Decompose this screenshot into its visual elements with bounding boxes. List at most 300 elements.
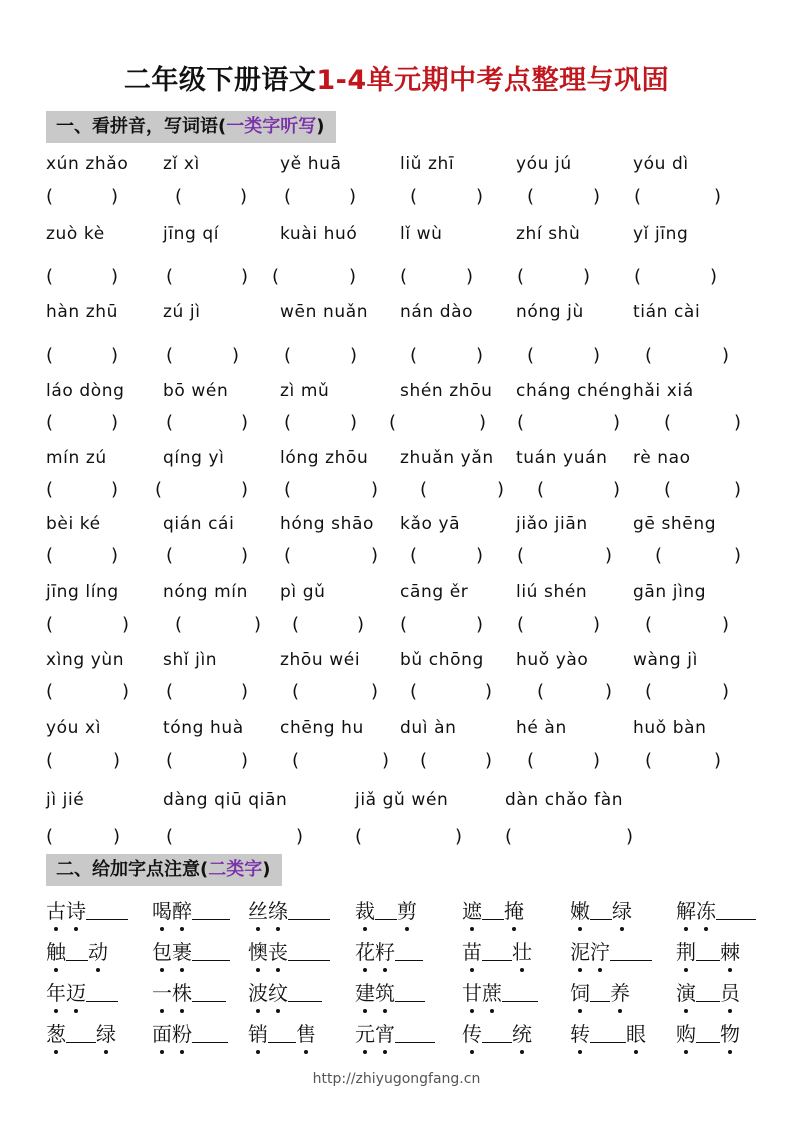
pinyin-blank[interactable] — [482, 1022, 512, 1043]
pinyin-blank[interactable] — [610, 940, 652, 961]
open-paren: ( — [410, 345, 418, 366]
pinyin-item: liú shén — [516, 582, 588, 602]
close-paren: ) — [111, 479, 119, 500]
open-paren: ( — [284, 345, 292, 366]
pinyin-row — [0, 514, 793, 540]
open-paren: ( — [537, 479, 545, 500]
close-paren: ) — [605, 681, 613, 702]
dotted-character: 宵 — [375, 1018, 395, 1047]
dotted-character: 绿 — [96, 1018, 116, 1047]
word-row — [0, 977, 793, 1007]
close-paren: ) — [593, 750, 601, 771]
open-paren: ( — [292, 614, 300, 635]
title-part1: 二年级下册语文 — [123, 65, 317, 96]
word-item — [152, 1018, 228, 1047]
pinyin-item: cāng ěr — [400, 582, 469, 602]
pinyin-item: gē shēng — [633, 514, 717, 534]
close-paren: ) — [714, 750, 722, 771]
close-paren: ) — [350, 412, 358, 433]
answer-row — [0, 750, 793, 776]
close-paren: ) — [111, 266, 119, 287]
open-paren: ( — [634, 186, 642, 207]
pinyin-blank[interactable] — [590, 1022, 626, 1043]
dotted-character: 丧 — [268, 936, 288, 965]
dotted-character: 嫩 — [570, 895, 590, 924]
pinyin-row — [0, 224, 793, 250]
pinyin-item: zhuǎn yǎn — [400, 448, 494, 468]
open-paren: ( — [655, 545, 663, 566]
pinyin-item: hé àn — [516, 718, 567, 738]
pinyin-item: bèi ké — [46, 514, 101, 534]
close-paren: ) — [734, 412, 742, 433]
pinyin-blank[interactable] — [482, 940, 512, 961]
open-paren: ( — [46, 266, 54, 287]
close-paren: ) — [593, 345, 601, 366]
close-paren: ) — [479, 412, 487, 433]
answer-row — [0, 614, 793, 640]
section1-heading-accent: 一类字听写 — [226, 116, 317, 137]
pinyin-item: tóng huà — [163, 718, 244, 738]
open-paren: ( — [645, 614, 653, 635]
dotted-character: 泞 — [590, 936, 610, 965]
pinyin-row — [0, 302, 793, 328]
dotted-character: 饲 — [570, 977, 590, 1006]
open-paren: ( — [420, 750, 428, 771]
open-paren: ( — [46, 479, 54, 500]
pinyin-item: huǒ yào — [516, 650, 589, 670]
open-paren: ( — [272, 266, 280, 287]
answer-row — [0, 186, 793, 212]
dotted-character: 统 — [512, 1018, 532, 1047]
pinyin-item: yě huā — [280, 154, 342, 174]
open-paren: ( — [664, 479, 672, 500]
dotted-character: 包 — [152, 936, 172, 965]
dotted-character: 物 — [720, 1018, 740, 1047]
open-paren: ( — [410, 186, 418, 207]
close-paren: ) — [613, 412, 621, 433]
pinyin-item: liǔ zhī — [400, 154, 455, 174]
word-item — [46, 977, 118, 1006]
dotted-character: 元 — [355, 1018, 375, 1047]
close-paren: ) — [382, 750, 390, 771]
dotted-character: 甘 — [462, 977, 482, 1006]
pinyin-row — [0, 381, 793, 407]
pinyin-blank[interactable] — [268, 1022, 296, 1043]
word-item — [248, 977, 322, 1006]
pinyin-item: jīng qí — [163, 224, 220, 244]
open-paren: ( — [175, 186, 183, 207]
word-item — [46, 936, 108, 965]
dotted-character: 员 — [720, 977, 740, 1006]
answer-row — [0, 545, 793, 571]
pinyin-item: yóu xì — [46, 718, 102, 738]
close-paren: ) — [497, 479, 505, 500]
open-paren: ( — [634, 266, 642, 287]
word-item — [355, 1018, 435, 1047]
dotted-character: 株 — [172, 977, 192, 1006]
word-item — [462, 977, 538, 1006]
pinyin-blank[interactable] — [590, 899, 612, 920]
pinyin-item: tián cài — [633, 302, 701, 322]
dotted-character: 动 — [88, 936, 108, 965]
open-paren: ( — [166, 412, 174, 433]
open-paren: ( — [527, 750, 535, 771]
open-paren: ( — [166, 750, 174, 771]
open-paren: ( — [420, 479, 428, 500]
open-paren: ( — [284, 412, 292, 433]
pinyin-blank[interactable] — [696, 940, 720, 961]
pinyin-item: hàn zhū — [46, 302, 119, 322]
pinyin-item: xìng yùn — [46, 650, 125, 670]
dotted-character: 波 — [248, 977, 268, 1006]
dotted-character: 传 — [462, 1018, 482, 1047]
pinyin-item: zhí shù — [516, 224, 581, 244]
close-paren: ) — [241, 545, 249, 566]
close-paren: ) — [241, 750, 249, 771]
section1-heading-prefix: 一、看拼音，写词语( — [56, 116, 227, 137]
word-item — [248, 936, 330, 965]
close-paren: ) — [111, 545, 119, 566]
close-paren: ) — [466, 266, 474, 287]
dotted-character: 花 — [355, 936, 375, 965]
close-paren: ) — [485, 681, 493, 702]
open-paren: ( — [400, 614, 408, 635]
word-row — [0, 936, 793, 966]
close-paren: ) — [241, 412, 249, 433]
word-row — [0, 895, 793, 925]
pinyin-blank[interactable] — [288, 899, 330, 920]
close-paren: ) — [232, 345, 240, 366]
dotted-character: 绿 — [612, 895, 632, 924]
dotted-character: 售 — [296, 1018, 316, 1047]
pinyin-item: nóng mín — [163, 582, 249, 602]
close-paren: ) — [714, 186, 722, 207]
pinyin-item: jīng líng — [46, 582, 119, 602]
pinyin-item: lóng zhōu — [280, 448, 369, 468]
dotted-character: 眼 — [626, 1018, 646, 1047]
pinyin-blank[interactable] — [86, 899, 128, 920]
open-paren: ( — [166, 266, 174, 287]
close-paren: ) — [476, 186, 484, 207]
pinyin-item: zǐ xì — [163, 154, 200, 174]
pinyin-item: kǎo yā — [400, 514, 461, 534]
close-paren: ) — [605, 545, 613, 566]
close-paren: ) — [371, 681, 379, 702]
pinyin-item: hǎi xiá — [633, 381, 694, 401]
pinyin-item: nóng jù — [516, 302, 584, 322]
word-item — [676, 1018, 740, 1047]
section1-heading-suffix: ) — [316, 116, 325, 137]
open-paren: ( — [410, 545, 418, 566]
dotted-character: 年 — [46, 977, 66, 1006]
pinyin-item: duì àn — [400, 718, 457, 738]
open-paren: ( — [46, 826, 54, 847]
dotted-character: 解 — [676, 895, 696, 924]
pinyin-row — [0, 582, 793, 608]
close-paren: ) — [710, 266, 718, 287]
close-paren: ) — [122, 681, 130, 702]
open-paren: ( — [46, 681, 54, 702]
word-item — [462, 936, 532, 965]
pinyin-item: rè nao — [633, 448, 691, 468]
word-item — [570, 895, 632, 924]
open-paren: ( — [166, 826, 174, 847]
section2-heading — [46, 854, 282, 886]
open-paren: ( — [517, 412, 525, 433]
close-paren: ) — [476, 345, 484, 366]
open-paren: ( — [664, 412, 672, 433]
answer-row — [0, 681, 793, 707]
open-paren: ( — [284, 545, 292, 566]
close-paren: ) — [240, 186, 248, 207]
answer-row — [0, 826, 793, 852]
close-paren: ) — [626, 826, 634, 847]
section1-heading — [46, 111, 336, 143]
pinyin-item: mín zú — [46, 448, 107, 468]
word-item — [152, 895, 230, 924]
open-paren: ( — [175, 614, 183, 635]
dotted-character: 面 — [152, 1018, 172, 1047]
close-paren: ) — [734, 545, 742, 566]
dotted-character: 掩 — [504, 895, 524, 924]
close-paren: ) — [241, 479, 249, 500]
close-paren: ) — [613, 479, 621, 500]
pinyin-blank[interactable] — [288, 940, 330, 961]
open-paren: ( — [292, 681, 300, 702]
close-paren: ) — [476, 614, 484, 635]
pinyin-blank[interactable] — [696, 1022, 720, 1043]
dotted-character: 葱 — [46, 1018, 66, 1047]
close-paren: ) — [593, 614, 601, 635]
word-item — [152, 936, 230, 965]
open-paren: ( — [537, 681, 545, 702]
word-item — [355, 895, 417, 924]
pinyin-blank[interactable] — [288, 981, 322, 1002]
word-item — [46, 1018, 116, 1047]
dotted-character: 诗 — [66, 895, 86, 924]
pinyin-item: yóu dì — [633, 154, 689, 174]
dotted-character: 籽 — [375, 936, 395, 965]
answer-row — [0, 266, 793, 292]
pinyin-item: shén zhōu — [400, 381, 493, 401]
dotted-character: 棘 — [720, 936, 740, 965]
close-paren: ) — [111, 345, 119, 366]
dotted-character: 裹 — [172, 936, 192, 965]
word-item — [355, 977, 425, 1006]
word-item — [248, 1018, 316, 1047]
pinyin-row — [0, 650, 793, 676]
word-item — [676, 936, 740, 965]
open-paren: ( — [155, 479, 163, 500]
dotted-character: 绦 — [268, 895, 288, 924]
pinyin-blank[interactable] — [395, 981, 425, 1002]
pinyin-item: zú jì — [163, 302, 201, 322]
answer-row — [0, 345, 793, 371]
close-paren: ) — [455, 826, 463, 847]
pinyin-item: zuò kè — [46, 224, 105, 244]
open-paren: ( — [46, 345, 54, 366]
word-item — [462, 1018, 532, 1047]
close-paren: ) — [722, 614, 730, 635]
word-item — [462, 895, 524, 924]
pinyin-blank[interactable] — [86, 981, 118, 1002]
open-paren: ( — [517, 614, 525, 635]
dotted-character: 懊 — [248, 936, 268, 965]
dotted-character: 冻 — [696, 895, 716, 924]
section2-heading-suffix: ) — [262, 859, 271, 880]
pinyin-blank[interactable] — [66, 940, 88, 961]
word-row — [0, 1018, 793, 1048]
pinyin-blank[interactable] — [375, 899, 397, 920]
dotted-character: 苗 — [462, 936, 482, 965]
open-paren: ( — [46, 412, 54, 433]
dotted-character: 建 — [355, 977, 375, 1006]
open-paren: ( — [645, 681, 653, 702]
dotted-character: 触 — [46, 936, 66, 965]
pinyin-blank[interactable] — [66, 1022, 96, 1043]
pinyin-item: zì mǔ — [280, 381, 330, 401]
pinyin-item: lǐ wù — [400, 224, 443, 244]
pinyin-item: zhōu wéi — [280, 650, 361, 670]
close-paren: ) — [371, 545, 379, 566]
pinyin-item: láo dòng — [46, 381, 125, 401]
open-paren: ( — [292, 750, 300, 771]
open-paren: ( — [389, 412, 397, 433]
dotted-character: 丝 — [248, 895, 268, 924]
pinyin-item: bǔ chōng — [400, 650, 484, 670]
pinyin-item: jiǎo jiān — [516, 514, 588, 534]
open-paren: ( — [46, 614, 54, 635]
pinyin-blank[interactable] — [482, 899, 504, 920]
pinyin-item: kuài huó — [280, 224, 358, 244]
close-paren: ) — [113, 750, 121, 771]
page-title — [0, 58, 793, 97]
dotted-character: 剪 — [397, 895, 417, 924]
pinyin-item: xún zhǎo — [46, 154, 129, 174]
word-item — [355, 936, 423, 965]
open-paren: ( — [410, 681, 418, 702]
answer-row — [0, 412, 793, 438]
open-paren: ( — [166, 681, 174, 702]
pinyin-blank[interactable] — [590, 981, 610, 1002]
dotted-character: 养 — [610, 977, 630, 1006]
open-paren: ( — [284, 186, 292, 207]
close-paren: ) — [593, 186, 601, 207]
close-paren: ) — [241, 681, 249, 702]
word-item — [570, 1018, 646, 1047]
pinyin-item: qián cái — [163, 514, 235, 534]
footer-url: http://zhiyugongfang.cn — [312, 1071, 481, 1087]
close-paren: ) — [113, 826, 121, 847]
pinyin-item: wàng jì — [633, 650, 698, 670]
close-paren: ) — [476, 545, 484, 566]
close-paren: ) — [357, 614, 365, 635]
pinyin-item: qíng yì — [163, 448, 225, 468]
open-paren: ( — [505, 826, 513, 847]
open-paren: ( — [400, 266, 408, 287]
open-paren: ( — [46, 545, 54, 566]
answer-row — [0, 479, 793, 505]
word-item — [676, 895, 756, 924]
pinyin-row — [0, 154, 793, 180]
pinyin-item: yǐ jīng — [633, 224, 689, 244]
pinyin-blank[interactable] — [395, 940, 423, 961]
pinyin-blank[interactable] — [192, 981, 226, 1002]
dotted-character: 粉 — [172, 1018, 192, 1047]
close-paren: ) — [296, 826, 304, 847]
close-paren: ) — [122, 614, 130, 635]
word-item — [570, 977, 630, 1006]
pinyin-row — [0, 718, 793, 744]
pinyin-item: hóng shāo — [280, 514, 374, 534]
open-paren: ( — [46, 750, 54, 771]
close-paren: ) — [583, 266, 591, 287]
word-item — [46, 895, 128, 924]
pinyin-item: bō wén — [163, 381, 229, 401]
pinyin-item: yóu jú — [516, 154, 572, 174]
pinyin-item: chēng hu — [280, 718, 364, 738]
dotted-character: 转 — [570, 1018, 590, 1047]
open-paren: ( — [517, 545, 525, 566]
open-paren: ( — [284, 479, 292, 500]
dotted-character: 蔗 — [482, 977, 502, 1006]
pinyin-blank[interactable] — [716, 899, 756, 920]
pinyin-item: dàn chǎo fàn — [505, 790, 624, 810]
word-item — [152, 977, 226, 1006]
open-paren: ( — [355, 826, 363, 847]
dotted-character: 一 — [152, 977, 172, 1006]
pinyin-item: shǐ jìn — [163, 650, 218, 670]
open-paren: ( — [166, 545, 174, 566]
pinyin-blank[interactable] — [192, 899, 230, 920]
pinyin-row — [0, 790, 793, 816]
section2-heading-accent: 二类字 — [208, 859, 263, 880]
pinyin-item: wēn nuǎn — [280, 302, 369, 322]
pinyin-item: jì jié — [46, 790, 85, 810]
close-paren: ) — [722, 681, 730, 702]
open-paren: ( — [645, 750, 653, 771]
pinyin-blank[interactable] — [395, 1022, 435, 1043]
open-paren: ( — [517, 266, 525, 287]
close-paren: ) — [241, 266, 249, 287]
open-paren: ( — [46, 186, 54, 207]
pinyin-blank[interactable] — [192, 940, 230, 961]
dotted-character: 喝 — [152, 895, 172, 924]
dotted-character: 荆 — [676, 936, 696, 965]
dotted-character: 醉 — [172, 895, 192, 924]
close-paren: ) — [349, 266, 357, 287]
pinyin-blank[interactable] — [696, 981, 720, 1002]
word-item — [570, 936, 652, 965]
pinyin-item: pì gǔ — [280, 582, 326, 602]
dotted-character: 筑 — [375, 977, 395, 1006]
pinyin-blank[interactable] — [192, 1022, 228, 1043]
dotted-character: 壮 — [512, 936, 532, 965]
pinyin-item: cháng chéng — [516, 381, 633, 401]
dotted-character: 泥 — [570, 936, 590, 965]
close-paren: ) — [349, 186, 357, 207]
open-paren: ( — [527, 186, 535, 207]
close-paren: ) — [111, 412, 119, 433]
open-paren: ( — [645, 345, 653, 366]
pinyin-item: huǒ bàn — [633, 718, 707, 738]
dotted-character: 裁 — [355, 895, 375, 924]
close-paren: ) — [350, 345, 358, 366]
pinyin-blank[interactable] — [502, 981, 538, 1002]
word-item — [248, 895, 330, 924]
pinyin-item: tuán yuán — [516, 448, 608, 468]
open-paren: ( — [166, 345, 174, 366]
